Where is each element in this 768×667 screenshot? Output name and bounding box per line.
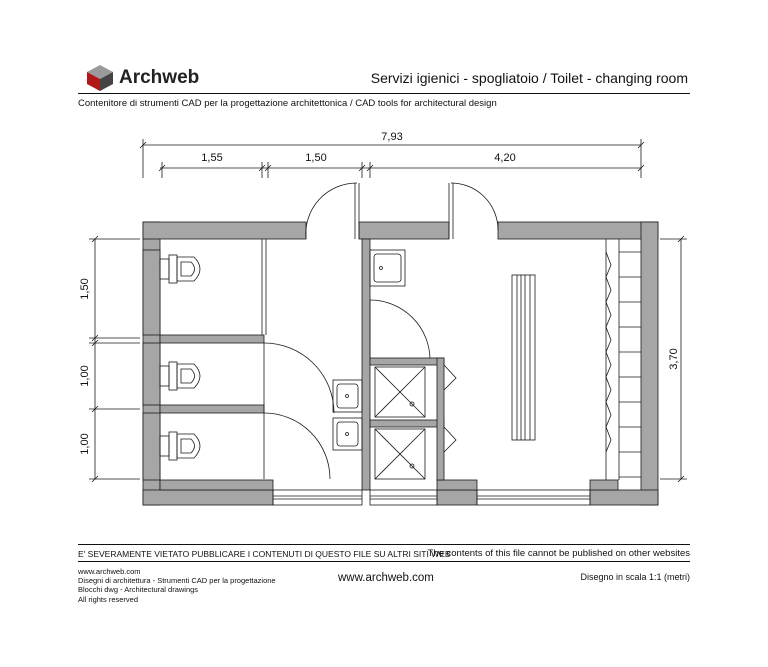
- toilet-stalls: [143, 239, 334, 480]
- brand-name: Archweb: [119, 67, 200, 88]
- footer-rule-bottom: [78, 561, 690, 562]
- lockers: [606, 239, 641, 480]
- sinks-lobby: [333, 380, 362, 450]
- footer-line: Blocchi dwg - Architectural drawings: [78, 585, 199, 595]
- footer-credits: [78, 567, 276, 604]
- drawing-subtitle: Contenitore di strumenti CAD per la progettazione architettonica / CAD tools for architectural design: [78, 98, 497, 109]
- footer-url: www.archweb.com: [338, 572, 434, 584]
- dimension-right-label: 3,70: [668, 348, 680, 370]
- dimension-seg1-label: 1,55: [201, 152, 223, 164]
- dimension-left2-label: 1,00: [79, 365, 91, 387]
- warning-italian: E' SEVERAMENTE VIETATO PUBBLICARE I CONTENUTI DI QUESTO FILE SU ALTRI SITI WEB: [78, 549, 451, 559]
- wc-fixtures: [160, 255, 200, 460]
- footer-line: All rights reserved: [78, 594, 139, 604]
- changing-room-fixtures: [370, 250, 456, 480]
- warning-english: The contents of this file cannot be published on other websites: [427, 548, 690, 559]
- changing-bench: [512, 275, 535, 440]
- dimension-seg2-label: 1,50: [305, 152, 327, 164]
- footer-line: Disegni di architettura - Strumenti CAD per la progettazione: [78, 576, 276, 586]
- dimension-left1-label: 1,50: [79, 278, 91, 300]
- footer-rule-top: [78, 544, 690, 545]
- scale-note: Disegno in scala 1:1 (metri): [580, 572, 690, 582]
- dimension-seg3-label: 4,20: [494, 152, 516, 164]
- dimension-overall-label: 7,93: [381, 131, 403, 143]
- drawing-title: Servizi igienici - spogliatoio / Toilet - changing room: [370, 70, 688, 86]
- dimension-left3-label: 1,00: [79, 433, 91, 455]
- footer-line: www.archweb.com: [78, 567, 141, 576]
- dimension-segments: [159, 162, 644, 178]
- dimension-left: [89, 236, 140, 482]
